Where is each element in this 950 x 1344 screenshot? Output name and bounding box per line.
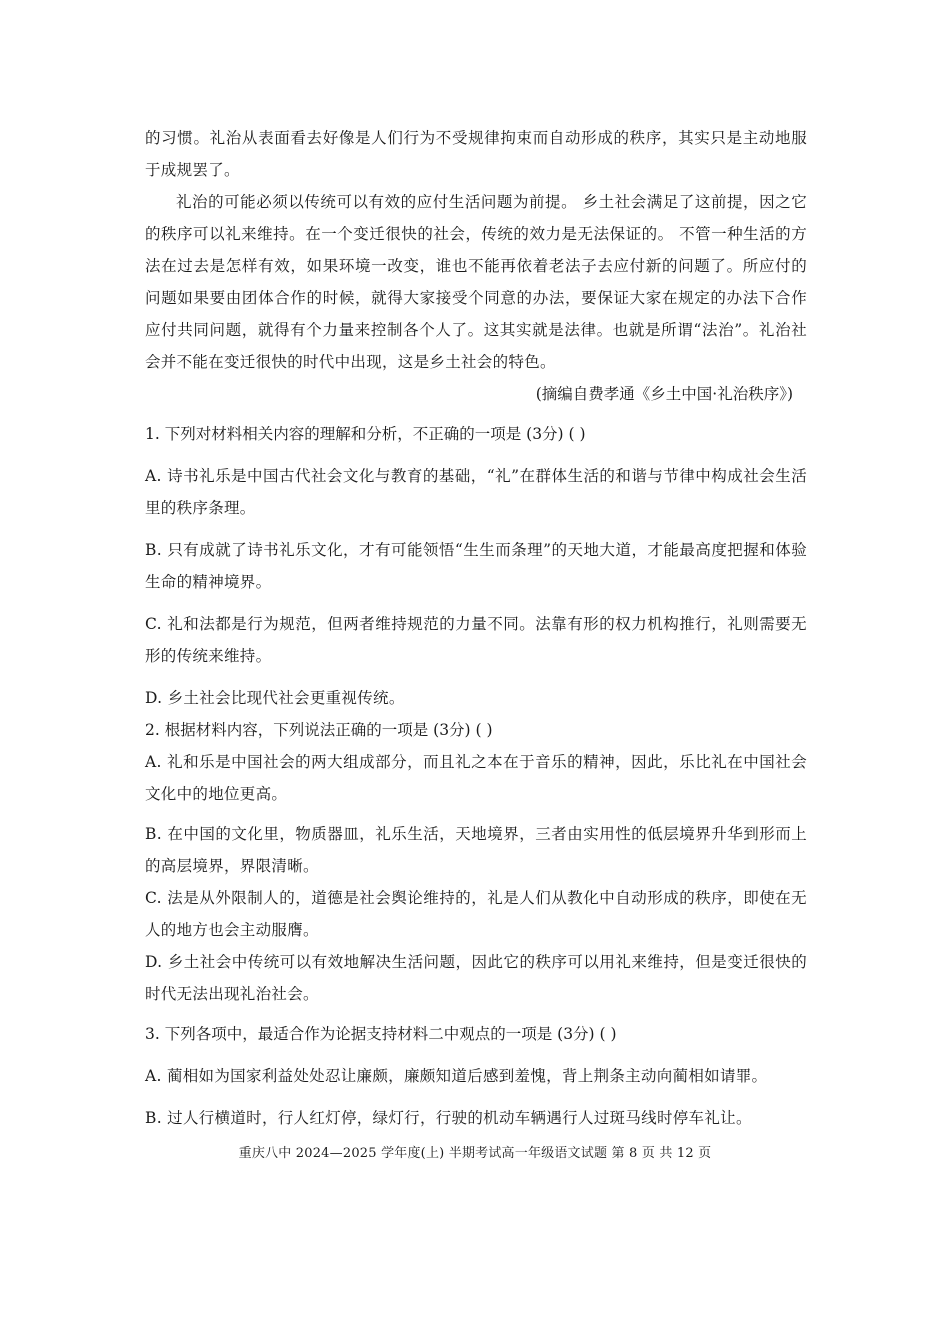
option-c: C. 法是从外限制人的，道德是社会舆论维持的，礼是人们从教化中自动形成的秩序，即使在无人的地方也会主动服膺。 bbox=[145, 889, 807, 939]
option-a: A. 礼和乐是中国社会的两大组成部分，而且礼之本在于音乐的精神，因此，乐比礼在中国社会文化中的地位更高。 bbox=[145, 753, 807, 803]
option-d: D. 乡土社会中传统可以有效地解决生活问题，因此它的秩序可以用礼来维持，但是变迁很快的时代无法出现礼治社会。 bbox=[145, 953, 807, 1003]
question-stem: 2. 根据材料内容，下列说法正确的一项是 (3分) ( ) bbox=[145, 721, 493, 739]
question-stem: 3. 下列各项中，最适合作为论据支持材料二中观点的一项是 (3分) ( ) bbox=[145, 1025, 617, 1043]
question-2 bbox=[145, 714, 807, 1010]
page-footer: 重庆八中 2024—2025 学年度(上) 半期考试高一年级语文试题 第 8 页 共 12 页 bbox=[238, 1146, 712, 1161]
option-b: B. 过人行横道时，行人红灯停，绿灯行，行驶的机动车辆遇行人过斑马线时停车礼让。 bbox=[145, 1109, 752, 1127]
option-a: A. 诗书礼乐是中国古代社会文化与教育的基础，“礼”在群体生活的和谐与节律中构成社会生活里的秩序条理。 bbox=[145, 467, 807, 517]
question-1 bbox=[145, 418, 807, 714]
page-content bbox=[145, 122, 807, 1134]
option-d: D. 乡土社会比现代社会更重视传统。 bbox=[145, 689, 405, 707]
option-a: A. 蔺相如为国家利益处处忍让廉颇，廉颇知道后感到羞愧，背上荆条主动向蔺相如请罪。 bbox=[145, 1067, 768, 1085]
passage-paragraph-1: 的习惯。礼治从表面看去好像是人们行为不受规律拘束而自动形成的秩序，其实只是主动地服于成规罢了。 bbox=[145, 129, 807, 179]
passage-source: (摘编自费孝通《乡土中国·礼治秩序》) bbox=[535, 385, 793, 403]
question-3 bbox=[145, 1018, 807, 1134]
option-b: B. 只有成就了诗书礼乐文化，才有可能领悟“生生而条理”的天地大道，才能最高度把握和体验生命的精神境界。 bbox=[145, 541, 807, 591]
option-b: B. 在中国的文化里，物质器皿，礼乐生活，天地境界，三者由实用性的低层境界升华到形而上的高层境界，界限清晰。 bbox=[145, 825, 807, 875]
passage-paragraph-2: 礼治的可能必须以传统可以有效的应付生活问题为前提。 乡土社会满足了这前提，因之它的秩序可以礼来维持。在一个变迁很快的社会，传统的效力是无法保证的。 不管一种生活的方法在过去是怎样有效，如果环境一改变，谁也不能再依着老法子去应付新的问题了。所应付的问题如果要由团体合作的时候，就得大家接受个同意的办法，要保证大家在规定的办法下合作应付共同问题，就得有个力量来控制各个人了。这其实就是法律。也就是所谓“法治”。礼治社会并不能在变迁很快的时代中出现，这是乡土社会的特色。 bbox=[145, 193, 807, 371]
question-stem: 1. 下列对材料相关内容的理解和分析，不正确的一项是 (3分) ( ) bbox=[145, 425, 586, 443]
option-c: C. 礼和法都是行为规范，但两者维持规范的力量不同。法靠有形的权力机构推行，礼则需要无形的传统来维持。 bbox=[145, 615, 807, 665]
